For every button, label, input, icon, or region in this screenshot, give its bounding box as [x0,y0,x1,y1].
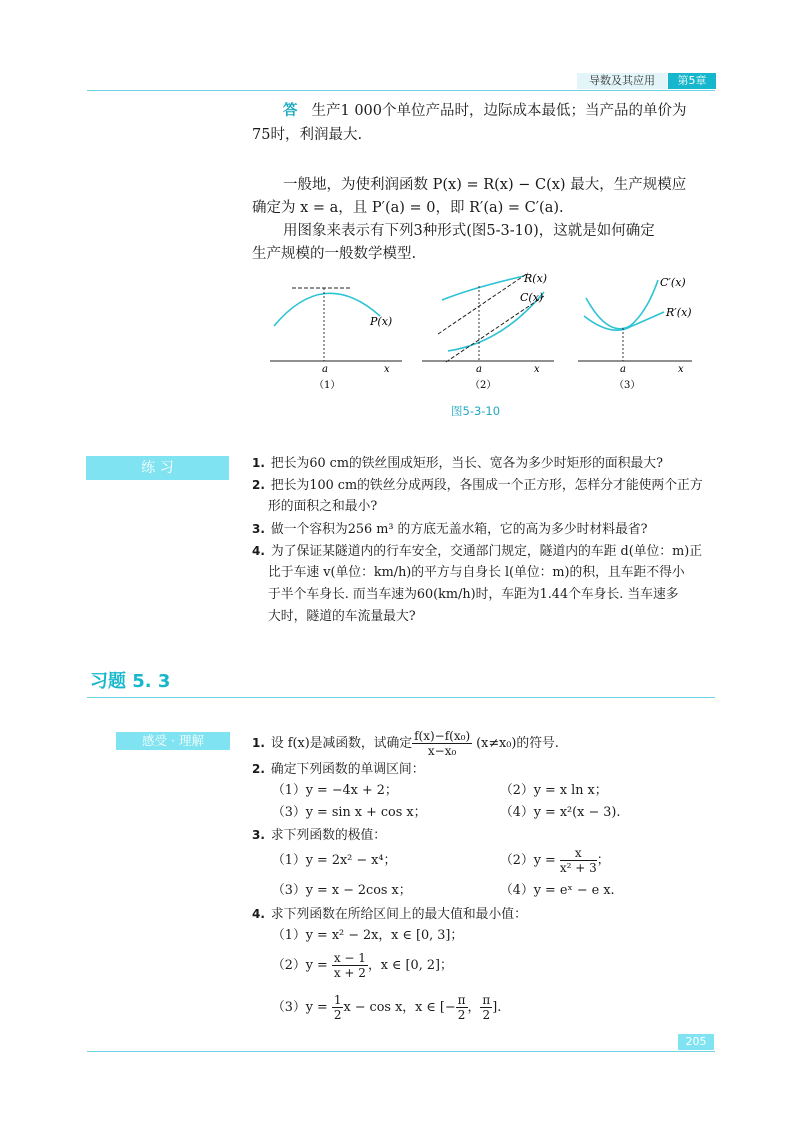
q-num: 2. [252,762,265,776]
q4-p2-fraction [332,951,368,980]
practice-item [252,518,648,541]
q4-p3-frac-2 [456,993,468,1022]
answer-text-1: 生产1 000个单位产品时，边际成本最低；当产品的单价为 [311,103,687,119]
answer-line-2: 75时，利润最大. [252,127,363,143]
section-rule [87,697,715,698]
q1-pre: 设 f(x)是减函数，试确定 [270,736,413,751]
para2-line-1: 用图象来表示有下列3种形式(图5-3-10)，这就是如何确定 [283,223,655,239]
practice-num: 4. [252,544,265,558]
q4-p3-sep: ， [467,1000,481,1015]
q4-p3-f1-bot: 2 [333,1008,342,1022]
label-C-prime: C′(x) [660,276,686,289]
q4-p3-f1-top: 1 [333,993,342,1007]
label-R-prime: R′(x) [666,306,692,319]
q4-text: 求下列函数在所给区间上的最大值和最小值： [270,907,527,922]
tangent-C [446,296,544,362]
q4-p3-pre: （3）y = [272,1000,328,1015]
exercise-tag: 感受 · 理解 [116,732,230,750]
q3-frac-bot: x² + 3 [559,861,597,875]
q4-part-1: （1）y = x² − 2x，x ∈ [0, 3]； [272,928,464,943]
exercise-q3 [252,824,386,847]
q-num: 1. [252,736,265,750]
q1-fraction [412,729,472,758]
q2-part: （2）y = x ln x； [500,783,608,798]
q4-part-2 [272,948,453,984]
exercise-q4 [252,903,527,926]
exercise-section-title: 习题 5. 3 [90,671,171,692]
axis-x-1: x [384,364,390,375]
curve-R [442,276,524,300]
q3-part: （3）y = x − 2cos x； [272,883,412,898]
q3-part-2-lead: （2）y = [500,853,556,868]
q3-text: 求下列函数的极值： [270,828,387,843]
practice-item [252,474,703,497]
curve-C-prime [586,280,658,329]
header-rule [87,90,715,91]
q3-part: （4）y = eˣ − e x. [500,883,615,898]
axis-x-3: x [678,364,684,375]
practice-tag: 练 习 [86,456,229,480]
q4-p3-f2-top: π [457,993,466,1007]
q3-fraction [560,846,597,875]
curve-P [274,293,380,326]
practice-text-cont: 比于车速 v(单位：km/h)的平方与自身长 l(单位：m)的积，且车距不得小 [268,565,685,580]
q2-part: （4）y = x²(x − 3). [500,805,621,820]
para1-line-2: 确定为 x = a，且 P′(a) = 0，即 R′(a) = C′(a). [252,200,564,216]
q4-p3-mid: x − cos x，x ∈ [− [343,1000,456,1015]
practice-text-cont: 大时，隧道的车流量最大? [268,609,416,624]
q4-p3-frac-1 [332,993,344,1022]
q4-p3-f3-top: π [482,993,491,1007]
q4-p3-frac-3 [480,993,492,1022]
q4-p2-frac-top: x − 1 [333,951,366,965]
para1-line-1: 一般地，为使利润函数 P(x) = R(x) − C(x) 最大，生产规模应 [283,177,687,193]
page-number: 205 [678,1034,714,1050]
practice-text: 为了保证某隧道内的行车安全，交通部门规定，隧道内的车距 d(单位：m)正 [270,544,703,559]
panel-1 [270,288,402,391]
practice-num: 3. [252,522,265,536]
q4-p2-pre: （2）y = [272,958,328,973]
tick-a-3: a [620,364,626,375]
q1-frac-bot: x−x₀ [427,744,457,758]
q1-frac-top: f(x)−f(x₀) [414,729,471,743]
practice-text: 做一个容积为256 m³ 的方底无盖水箱，它的高为多少时材料最省? [270,522,648,537]
q1-post: (x≠x₀)的符号. [476,736,559,751]
q4-p3-f3-bot: 2 [482,1008,491,1022]
q4-part-3 [272,990,501,1026]
q3-frac-top: x [560,846,597,861]
tangent-R [438,273,528,334]
subcaption-2: （2） [470,380,497,391]
q2-part: （3）y = sin x + cos x； [272,805,427,820]
axis-x-2: x [534,364,540,375]
q-num: 4. [252,907,265,921]
practice-text-cont: 形的面积之和最小? [268,499,378,514]
practice-text: 把长为100 cm的铁丝分成两段，各围成一个正方形，怎样分才能使两个正方 [270,478,703,493]
para2-line-2: 生产规模的一般数学模型. [252,246,417,262]
practice-text: 把长为60 cm的铁丝围成矩形，当长、宽各为多少时矩形的面积最大? [270,456,663,471]
q2-part: （1）y = −4x + 2； [272,783,398,798]
q2-text: 确定下列函数的单调区间： [270,762,425,777]
practice-item [252,540,702,563]
practice-num: 1. [252,456,265,470]
tick-a-2: a [476,364,482,375]
running-header-title: 导数及其应用 [577,73,667,89]
label-P: P(x) [370,315,393,328]
q4-p2-frac-bot: x + 2 [333,966,366,980]
panel-3 [578,276,692,391]
q3-part-2 [500,842,610,880]
practice-item [252,452,663,475]
exercise-q2 [252,758,424,781]
practice-text-cont: 于半个车身长. 而当车速为60(km/h)时，车距为1.44个车身长. 当车速多 [268,587,679,602]
exercise-q1 [252,726,559,761]
footer-rule [87,1051,715,1052]
q3-frac-post: ； [596,853,610,868]
subcaption-3: （3） [614,380,641,391]
subcaption-1: （1） [314,380,341,391]
q-num: 3. [252,828,265,842]
panel-2 [422,272,554,391]
q4-p2-post: ，x ∈ [0, 2]； [367,958,453,973]
answer-key: 答 [283,102,298,119]
q4-p3-post: ]. [492,1000,502,1015]
answer-line-1 [283,100,687,122]
chapter-label: 第5章 [668,73,716,89]
label-C: C(x) [520,291,544,304]
label-R: R(x) [524,272,548,285]
practice-num: 2. [252,478,265,492]
figure-caption: 图5-3-10 [451,404,501,418]
tick-a-1: a [322,364,328,375]
q4-p3-f2-bot: 2 [457,1008,466,1022]
q3-part: （1）y = 2x² − x⁴； [272,853,397,868]
